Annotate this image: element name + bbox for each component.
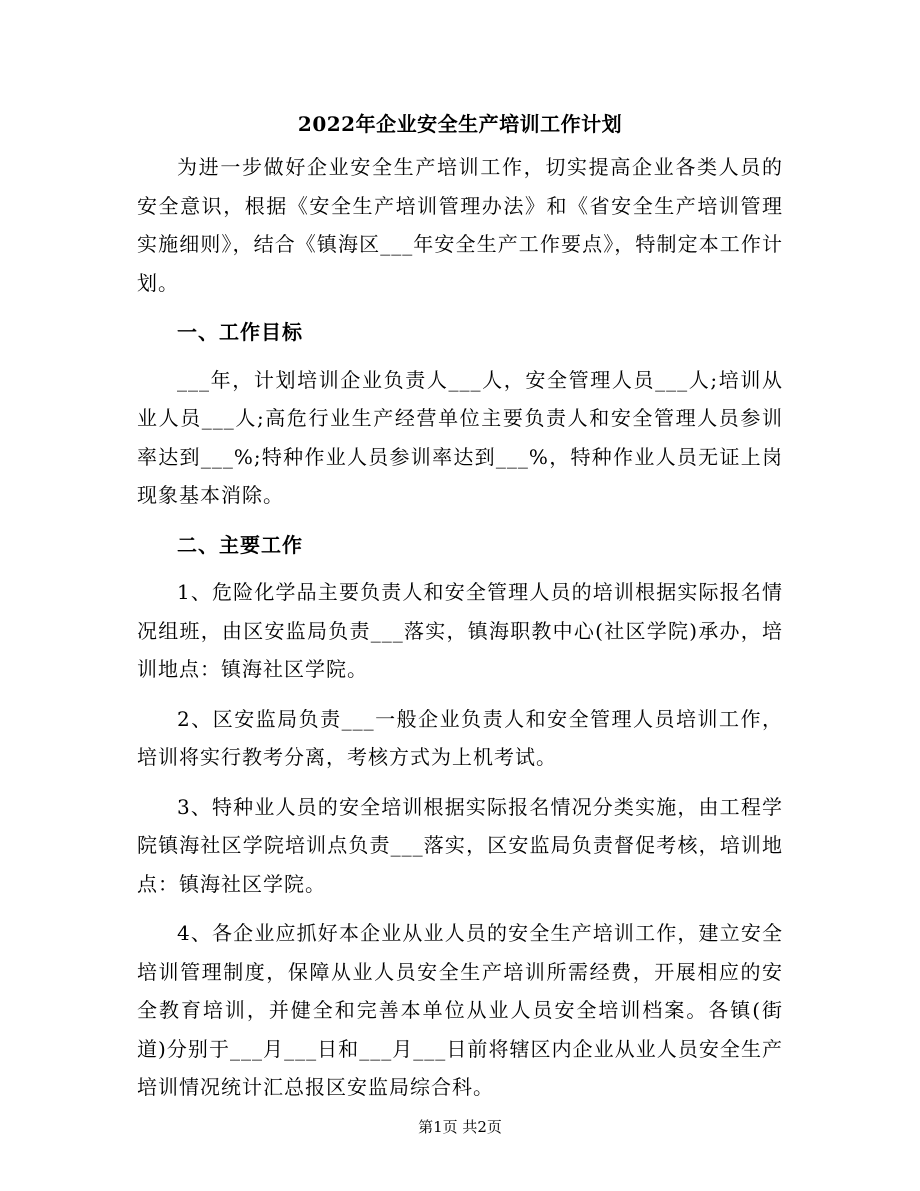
intro-paragraph: 为进一步做好企业安全生产培训工作，切实提高企业各类人员的安全意识，根据《安全生产培训管理办法》和《省安全生产培训管理实施细则》，结合《镇海区___年安全生产工作要点》，特制定本工作计划。 xyxy=(137,155,783,295)
goals-paragraph: ___年，计划培训企业负责人___人，安全管理人员___人;培训从业人员___人;高危行业生产经营单位主要负责人和安全管理人员参训率达到___%;特种作业人员参训率达到___%，特种作业人员无证上岗现象基本消除。 xyxy=(137,367,783,507)
page-footer: 第1页 共2页 xyxy=(418,1118,502,1136)
document-body xyxy=(137,148,783,1118)
section-heading-main-work: 二、主要工作 xyxy=(177,532,303,557)
work-item-2: 2、区安监局负责___一般企业负责人和安全管理人员培训工作，培训将实行教考分离，考核方式为上机考试。 xyxy=(137,706,783,769)
section-heading-goals: 一、工作目标 xyxy=(177,320,303,344)
work-item-1: 1、危险化学品主要负责人和安全管理人员的培训根据实际报名情况组班，由区安监局负责___落实，镇海职教中心(社区学院)承办，培训地点：镇海社区学院。 xyxy=(137,580,783,681)
work-item-3: 3、特种业人员的安全培训根据实际报名情况分类实施，由工程学院镇海社区学院培训点负责___落实，区安监局负责督促考核，培训地点：镇海社区学院。 xyxy=(137,794,783,896)
work-item-4: 4、各企业应抓好本企业从业人员的安全生产培训工作，建立安全培训管理制度，保障从业人员安全生产培训所需经费，开展相应的安全教育培训，并健全和完善本单位从业人员安全培训档案。各镇(街道)分别于___月___日和___月___日前将辖区内企业从业人员安全生产培训情况统计汇总报区安监局综合科。 xyxy=(137,921,783,1099)
document-title: 2022年企业安全生产培训工作计划 xyxy=(297,112,623,136)
